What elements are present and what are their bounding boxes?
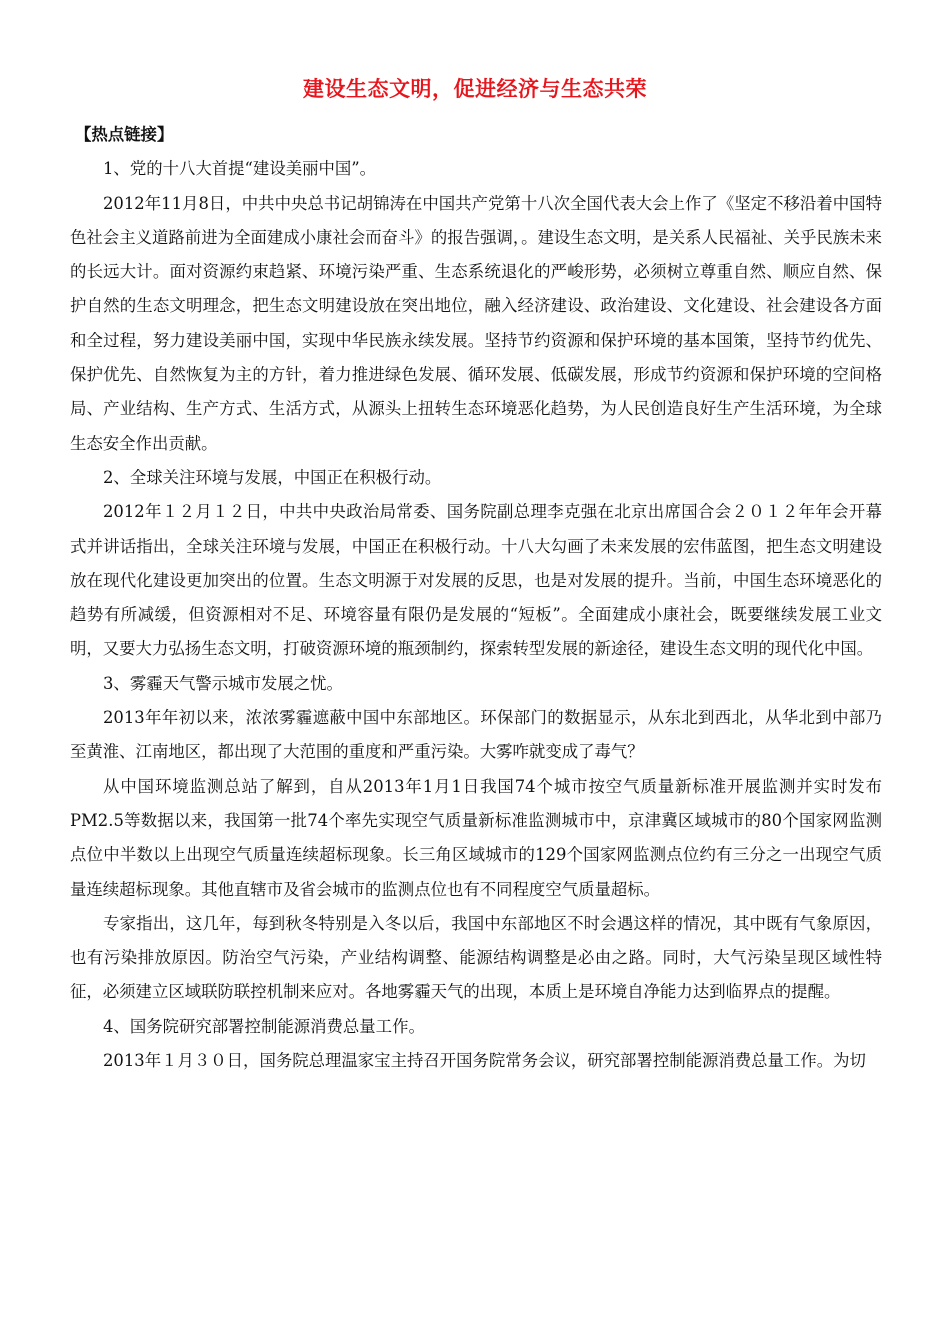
document-body: [70, 118, 882, 1078]
paragraph-monitoring: 从中国环境监测总站了解到，自从2013年1月1日我国74个城市按空气质量新标准开展监测并实时发布PM2.5等数据以来，我国第一批74个率先实现空气质量新标准监测城市中，京津冀区域城市的80个国家网监测点位中半数以上出现空气质量连续超标现象。长三角区域城市的129个国家网监测点位约有三分之一出现空气质量连续超标现象。其他直辖市及省会城市的监测点位也有不同程度空气质量超标。: [70, 776, 882, 899]
paragraph-item-2: 2、全球关注环境与发展，中国正在积极行动。: [103, 467, 442, 487]
section-heading: 【热点链接】: [75, 125, 174, 144]
paragraph-item-1: 1、党的十八大首提“建设美丽中国”。: [103, 159, 377, 179]
paragraph-item-4: 4、国务院研究部署控制能源消费总量工作。: [103, 1016, 425, 1036]
paragraph-item-3: 3、雾霾天气警示城市发展之忧。: [103, 673, 343, 693]
paragraph-2013-haze: 2013年年初以来，浓浓雾霾遮蔽中国中东部地区。环保部门的数据显示，从东北到西北，从华北到中部乃至黄淮、江南地区，都出现了大范围的重度和严重污染。大雾咋就变成了毒气？: [70, 708, 882, 762]
paragraph-2012-dec: 2012年１２月１２日，中共中央政治局常委、国务院副总理李克强在北京出席国合会２０１２年年会开幕式并讲话指出，全球关注环境与发展，中国正在积极行动。十八大勾画了未来发展的宏伟蓝图，把生态文明建设放在现代化建设更加突出的位置。生态文明源于对发展的反思，也是对发展的提升。当前，中国生态环境恶化的趋势有所减缓，但资源相对不足、环境容量有限仍是发展的“短板”。全面建成小康社会，既要继续发展工业文明，又要大力弘扬生态文明，打破资源环境的瓶颈制约，探索转型发展的新途径，建设生态文明的现代化中国。: [70, 502, 882, 659]
paragraph-experts: 专家指出，这几年，每到秋冬特别是入冬以后，我国中东部地区不时会遇这样的情况，其中既有气象原因，也有污染排放原因。防治空气污染，产业结构调整、能源结构调整是必由之路。同时，大气污染呈现区域性特征，必须建立区域联防联控机制来应对。各地雾霾天气的出现，本质上是环境自净能力达到临界点的提醒。: [70, 913, 882, 1002]
document-title: 建设生态文明，促进经济与生态共荣: [303, 76, 647, 101]
paragraph-2012-nov: 2012年11月8日，中共中央总书记胡锦涛在中国共产党第十八次全国代表大会上作了《坚定不移沿着中国特色社会主义道路前进为全面建成小康社会而奋斗》的报告强调，。建设生态文明，是关系人民福祉、关乎民族未来的长远大计。面对资源约束趋紧、环境污染严重、生态系统退化的严峻形势，必须树立尊重自然、顺应自然、保护自然的生态文明理念，把生态文明建设放在突出地位，融入经济建设、政治建设、文化建设、社会建设各方面和全过程，努力建设美丽中国，实现中华民族永续发展。坚持节约资源和保护环境的基本国策，坚持节约优先、保护优先、自然恢复为主的方针，着力推进绿色发展、循环发展、低碳发展，形成节约资源和保护环境的空间格局、产业结构、生产方式、生活方式，从源头上扭转生态环境恶化趋势，为人民创造良好生产生活环境，为全球生态安全作出贡献。: [70, 193, 882, 453]
paragraph-2013-jan: 2013年１月３０日，国务院总理温家宝主持召开国务院常务会议，研究部署控制能源消费总量工作。为切: [103, 1051, 866, 1071]
